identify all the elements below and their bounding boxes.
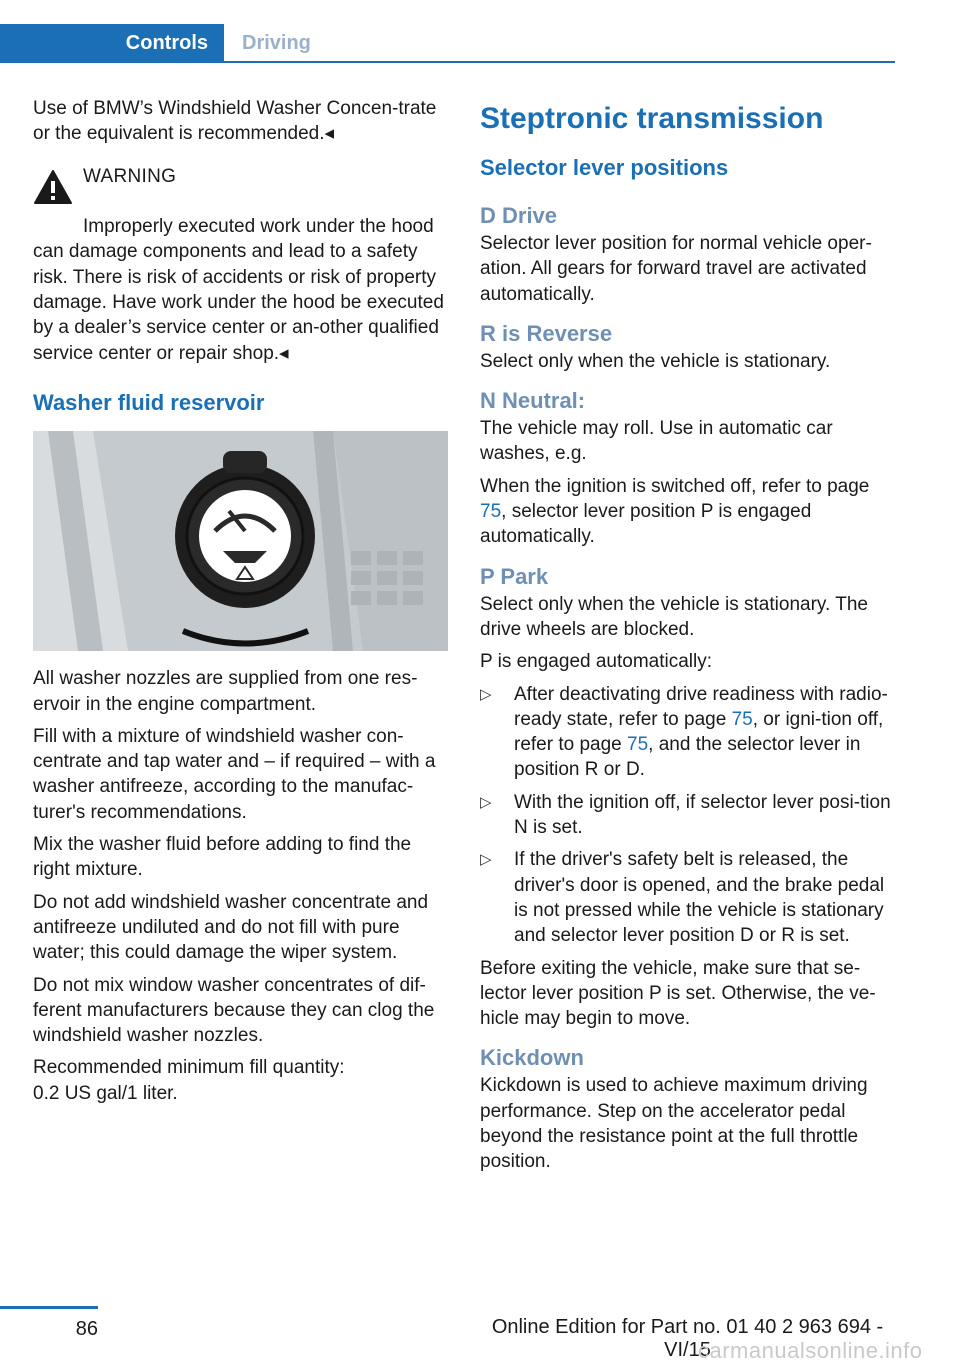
paragraph: Mix the washer fluid before adding to find the right mixture.: [33, 834, 412, 881]
paragraph: Fill with a mixture of windshield washer con-centrate and tap water and – if required – with a washer antifreeze, according to the manufac-turer's recommendations.: [33, 725, 436, 823]
paragraph: Do not mix window washer concentrates of dif-ferent manufacturers because they can clog the windshield washer nozzles.: [33, 974, 435, 1047]
warning-triangle-icon: [33, 169, 73, 205]
list-item: ▷ After deactivating drive readiness with radio-ready state, refer to page 75, or igni-tion off, refer to page 75, and the selector lever in position R or D.: [480, 683, 888, 781]
park-text-2: P is engaged automatically:: [480, 651, 713, 673]
header-rule: [0, 61, 895, 63]
reverse-text: Select only when the vehicle is stationary.: [480, 350, 831, 372]
neutral-section: [480, 388, 895, 549]
park-section: [480, 564, 895, 1032]
warning-block: [33, 164, 448, 366]
fill-quantity-label: Recommended minimum fill quantity:: [33, 1057, 345, 1079]
park-list: [480, 682, 895, 949]
watermark: carmanualsonline.info: [698, 1338, 923, 1362]
park-text-1: Select only when the vehicle is stationary. The drive wheels are blocked.: [480, 593, 868, 640]
footer-rule: [0, 1306, 98, 1309]
fill-quantity-value: 0.2 US gal/1 liter.: [33, 1082, 178, 1104]
tab-controls[interactable]: Controls: [0, 24, 224, 62]
warning-body: Improperly executed work under the hood can damage components and lead to a safety risk. There is risk of accidents or risk of property damage. Have work under the hood be executed by a dealer’s service center or an-other qualified service center or repair shop.◂: [33, 216, 444, 364]
page-link[interactable]: 75: [480, 501, 502, 523]
bullet-icon: ▷: [480, 685, 492, 703]
edition-text: Online Edition for Part no. 01 40 2 963 694 - VI/15: [491, 1316, 884, 1361]
drive-heading: D Drive: [480, 203, 558, 228]
drive-text: Selector lever position for normal vehicle oper-ation. All gears for forward travel are activated automatically.: [480, 233, 872, 305]
paragraph: All washer nozzles are supplied from one res-ervoir in the engine compartment.: [33, 668, 418, 715]
list-item: ▷ If the driver's safety belt is released, the driver's door is opened, and the brake pedal is not pressed while the vehicle is stationary and selector lever position D or R is set.: [480, 849, 885, 947]
park-text-3: Before exiting the vehicle, make sure that se-lector lever position P is set. Otherwise, the ve-hicle may begin to move.: [480, 957, 876, 1030]
neutral-text-2: When the ignition is switched off, refer to page 75, selector lever position P is engaged automatically.: [480, 475, 870, 548]
page-title: Steptronic transmission: [480, 102, 824, 135]
page-link[interactable]: 75: [731, 708, 753, 730]
park-heading: P Park: [480, 563, 549, 589]
kickdown-section: [480, 1045, 895, 1174]
intro-text: Use of BMW’s Windshield Washer Concen-trate or the equivalent is recommended.◂: [33, 98, 437, 145]
tab-driving[interactable]: Driving: [242, 31, 311, 54]
page-number: 86: [75, 1318, 98, 1340]
reverse-heading: R is Reverse: [480, 320, 613, 346]
right-column: [480, 96, 895, 1189]
neutral-heading: N Neutral:: [480, 388, 586, 414]
left-column: [33, 96, 448, 1106]
washer-reservoir-photo: [33, 431, 448, 651]
fill-quantity: [33, 1055, 448, 1106]
kickdown-heading: Kickdown: [480, 1045, 584, 1071]
warning-title: WARNING: [83, 165, 177, 187]
paragraph: Do not add windshield washer concentrate and antifreeze undiluted and do not fill with pure water; this could damage the wiper system.: [33, 891, 429, 964]
list-item: ▷ With the ignition off, if selector lever posi-tion N is set.: [480, 791, 891, 839]
section-title-selector: Selector lever positions: [480, 155, 729, 180]
kickdown-text: Kickdown is used to achieve maximum driving performance. Step on the accelerator pedal beyond the resistance point at the full throttle position.: [480, 1075, 868, 1173]
bullet-icon: ▷: [480, 851, 492, 869]
neutral-text-1: The vehicle may roll. Use in automatic car washes, e.g.: [480, 418, 833, 465]
bullet-icon: ▷: [480, 793, 492, 811]
reverse-section: [480, 321, 895, 374]
drive-section: [480, 203, 895, 307]
section-title-washer: Washer fluid reservoir: [33, 389, 265, 415]
page-link[interactable]: 75: [627, 734, 649, 756]
header: [0, 0, 960, 64]
